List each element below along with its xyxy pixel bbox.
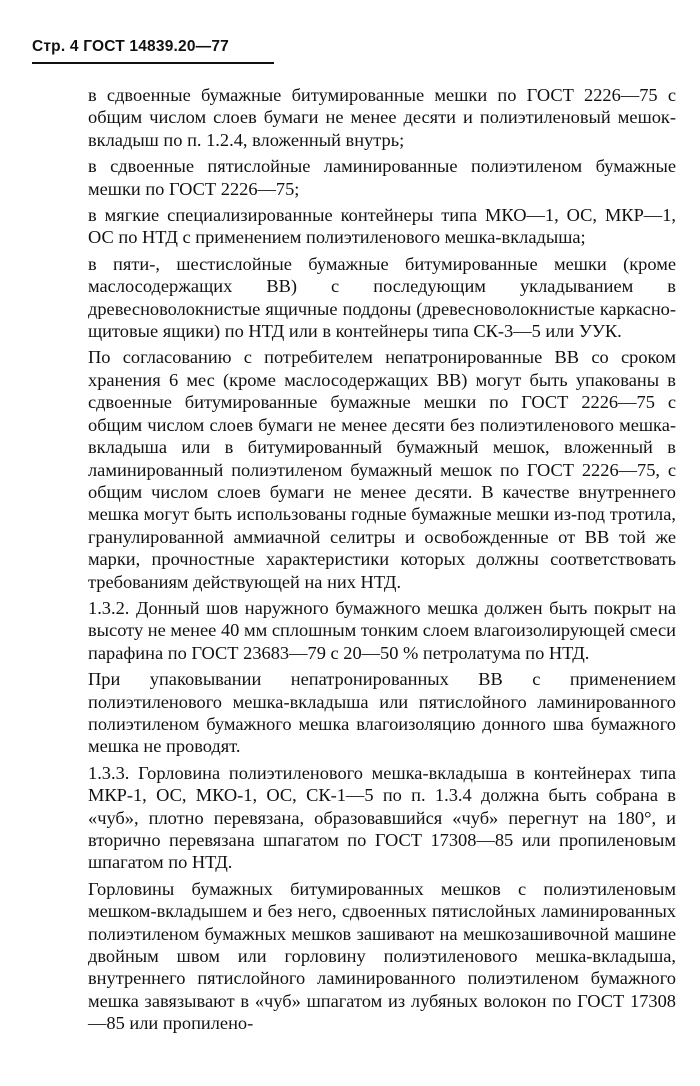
paragraph-1-3-3: 1.3.3. Горловина полиэтиленового мешка-вкладыша в контейнерах типа МКР-1, ОС, МКО-1, ОС, СК-1—5 по п. 1.3.4 должна быть собрана в «чуб», плотно перевязана, образовавшийся «чуб» перегнут на 180°, и вторично перевязана шпагатом по ГОСТ 17308—85 или пропиленовым шпагатом по НТД. [88, 762, 676, 873]
document-body [88, 84, 676, 1035]
paragraph-1-3-2: 1.3.2. Донный шов наружного бумажного мешка должен быть покрыт на высоту не менее 40 мм сплошным тонким слоем влагоизолирующей смеси парафина по ГОСТ 23683—79 с 20—50 % петролатума по НТД. [88, 597, 676, 663]
paragraph-consumer-agreement: По согласованию с потребителем непатронированные ВВ со сроком хранения 6 мес (кроме маслосодержащих ВВ) могут быть упакованы в сдвоенные битумированные бумажные мешки по ГОСТ 2226—75 с общим числом слоев бумаги не менее десяти без полиэтиленового мешка-вкладыша или в битумированный бумажный мешок, вложенный в ламинированный полиэтиленом бумажный мешок по ГОСТ 2226—75, с общим числом слоев бумаги не менее десяти. В качестве внутреннего мешка могут быть использованы годные бумажные мешки из-под тротила, гранулированной аммиачной селитры и освобожденные от ВВ той же марки, прочностные характеристики которых должны соответствовать требованиям действующей на них НТД. [88, 347, 676, 592]
paragraph-moisture-insulation: При упаковывании непатронированных ВВ с применением полиэтиленового мешка-вкладыша или пятислойного ламинированного полиэтиленом бумажного мешка влагоизоляцию донного шва бумажного мешка не проводят. [88, 669, 676, 757]
header-rule [32, 62, 274, 64]
page-header: Стр. 4 ГОСТ 14839.20—77 [32, 38, 230, 55]
paragraph-packing-bitumen-bags: в сдвоенные бумажные битумированные мешки по ГОСТ 2226—75 с общим числом слоев бумаги не менее десяти и полиэтиленовый мешок-вкладыш по п. 1.2.4, вложенный внутрь; [88, 85, 676, 150]
paragraph-packing-multilayer-bags: в пяти-, шестислойные бумажные битумированные мешки (кроме маслосодержащих ВВ) с последующим укладыванием в древесноволокнистые ящичные поддоны (древесноволокнистые каркасно-щитовые ящики) по НТД или в контейнеры типа СК-3—5 или УУК. [88, 253, 676, 342]
paragraph-bag-necks: Горловины бумажных битумированных мешков с полиэтиленовым мешком-вкладышем и без него, сдвоенных пятислойных ламинированных полиэтиленом бумажных мешков зашивают на мешкозашивочной машине двойным швом или горловину полиэтиленового мешка-вкладыша, внутреннего пятислойного ламинированного полиэтиленом бумажного мешка завязывают в «чуб» шпагатом из лубяных волокон по ГОСТ 17308—85 или пропилено- [88, 878, 676, 1034]
paragraph-packing-soft-containers: в мягкие специализированные контейнеры типа МКО—1, ОС, МКР—1, ОС по НТД с применением полиэтиленового мешка-вкладыша; [88, 205, 676, 248]
paragraph-packing-laminated-bags: в сдвоенные пятислойные ламинированные полиэтиленом бумажные мешки по ГОСТ 2226—75; [88, 156, 676, 199]
